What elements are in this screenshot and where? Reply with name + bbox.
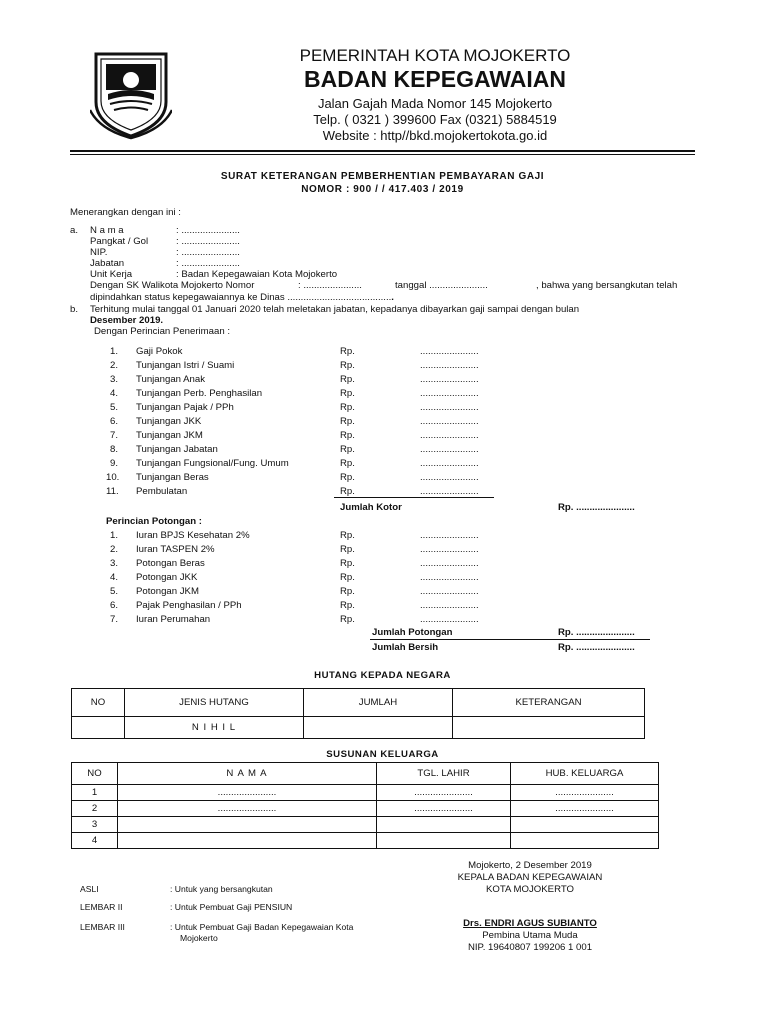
item-rp: Rp. xyxy=(340,388,355,399)
field-label: N a m a xyxy=(90,225,124,236)
table-cell xyxy=(453,717,645,739)
table-cell: 2 xyxy=(72,801,118,817)
item-rp: Rp. xyxy=(340,444,355,455)
table-header-row xyxy=(72,763,659,785)
title-number: NOMOR : 900 / / 417.403 / 2019 xyxy=(301,184,464,195)
hutang-table xyxy=(71,688,645,739)
item-value: ...................... xyxy=(420,614,479,625)
item-label: Tunjangan Jabatan xyxy=(136,444,218,455)
sign-place-date: Mojokerto, 2 Desember 2019 xyxy=(468,860,592,871)
sk-number: : ...................... xyxy=(298,280,362,291)
item-label: Tunjangan Beras xyxy=(136,472,209,483)
sign-position: KEPALA BADAN KEPEGAWAIAN xyxy=(457,872,603,883)
item-rp: Rp. xyxy=(340,544,355,555)
section-b-text: Terhitung mulai tanggal 01 Januari 2020 telah meletakan jabatan, kepadanya dibayarkan gaji sampai dengan bulan xyxy=(90,304,580,315)
table-row xyxy=(72,785,659,801)
item-label: Potongan Beras xyxy=(136,558,205,569)
item-label: Tunjangan Fungsional/Fung. Umum xyxy=(136,458,289,469)
item-rp: Rp. xyxy=(340,402,355,413)
item-rp: Rp. xyxy=(340,558,355,569)
title-main: SURAT KETERANGAN PEMBERHENTIAN PEMBAYARAN GAJI xyxy=(220,171,545,182)
city-seal-logo xyxy=(90,50,172,140)
item-rp: Rp. xyxy=(340,346,355,357)
copy-label: LEMBAR II xyxy=(80,902,123,912)
table-cell xyxy=(377,817,511,833)
item-rp: Rp. xyxy=(340,430,355,441)
header-rule-thick xyxy=(70,150,695,152)
item-value: ...................... xyxy=(420,586,479,597)
agency-title: BADAN KEPEGAWAIAN xyxy=(304,66,566,92)
item-no: 10. xyxy=(106,472,120,483)
jumlah-kotor-label: Jumlah Kotor xyxy=(340,502,402,513)
copy-purpose: : Untuk Pembuat Gaji PENSIUN xyxy=(170,902,293,912)
item-no: 9. xyxy=(110,458,119,469)
item-no: 2. xyxy=(110,544,119,555)
section-b-month: Desember 2019. xyxy=(90,315,164,326)
item-value: ...................... xyxy=(420,402,479,413)
table-header-row xyxy=(72,689,645,717)
copy-purpose: : Untuk Pembuat Gaji Badan Kepegawaian Kota xyxy=(170,922,354,932)
sk-date: tanggal ...................... xyxy=(395,280,488,291)
item-rp: Rp. xyxy=(340,572,355,583)
field-value: : ...................... xyxy=(176,225,240,236)
table-cell: 3 xyxy=(72,817,118,833)
field-value: : ...................... xyxy=(176,258,240,269)
sign-name: Drs. ENDRI AGUS SUBIANTO xyxy=(463,918,597,929)
table-cell: ...................... xyxy=(377,801,511,817)
item-value: ...................... xyxy=(420,388,479,399)
copy-label: LEMBAR III xyxy=(80,922,125,932)
item-value: ...................... xyxy=(420,346,479,357)
field-value: : ...................... xyxy=(176,236,240,247)
table-cell: ...................... xyxy=(511,785,659,801)
header-cell: TGL. LAHIR xyxy=(377,763,511,785)
potongan-total-line xyxy=(370,639,650,640)
field-label: Unit Kerja xyxy=(90,269,133,280)
item-label: Pembulatan xyxy=(136,486,188,497)
item-rp: Rp. xyxy=(340,600,355,611)
header-cell: NO xyxy=(72,763,118,785)
item-value: ...................... xyxy=(420,444,479,455)
table-cell xyxy=(377,833,511,849)
website-text: Website : http//bkd.mojokertokota.go.id xyxy=(322,128,548,143)
section-b-marker: b. xyxy=(70,304,79,315)
field-label: Jabatan xyxy=(90,258,125,269)
jumlah-potongan-label: Jumlah Potongan xyxy=(372,627,453,638)
table-cell: ...................... xyxy=(511,801,659,817)
item-value: ...................... xyxy=(420,416,479,427)
item-rp: Rp. xyxy=(340,360,355,371)
keluarga-title: SUSUNAN KELUARGA xyxy=(326,749,439,760)
item-no: 4. xyxy=(110,388,119,399)
sk-text-end: , bahwa yang bersangkutan telah xyxy=(536,280,678,291)
item-no: 5. xyxy=(110,402,119,413)
item-label: Iuran BPJS Kesehatan 2% xyxy=(136,530,250,541)
item-value: ...................... xyxy=(420,544,479,555)
sk-dinas xyxy=(90,292,394,303)
table-cell: N I H I L xyxy=(125,717,304,739)
table-cell xyxy=(72,717,125,739)
item-no: 11. xyxy=(106,486,119,497)
item-label: Tunjangan Istri / Suami xyxy=(136,360,235,371)
item-value: ...................... xyxy=(420,374,479,385)
field-value: : ...................... xyxy=(176,247,240,258)
header-cell: JENIS HUTANG xyxy=(125,689,304,717)
sign-rank: Pembina Utama Muda xyxy=(482,930,578,941)
table-cell: ...................... xyxy=(377,785,511,801)
item-label: Tunjangan JKK xyxy=(136,416,202,427)
table-row xyxy=(72,833,659,849)
potongan-heading: Perincian Potongan : xyxy=(106,516,202,527)
item-no: 1. xyxy=(110,530,119,541)
penerimaan-list xyxy=(0,346,768,506)
penerimaan-heading: Dengan Perincian Penerimaan : xyxy=(94,326,230,337)
table-cell: ...................... xyxy=(118,801,377,817)
copy-purpose-cont: Mojokerto xyxy=(180,933,218,943)
copy-label: ASLI xyxy=(80,884,99,894)
item-rp: Rp. xyxy=(340,458,355,469)
jumlah-kotor-value: Rp. ...................... xyxy=(558,502,635,513)
table-cell xyxy=(118,817,377,833)
item-label: Potongan JKK xyxy=(136,572,198,583)
subtotal-line xyxy=(334,497,494,498)
item-no: 3. xyxy=(110,374,119,385)
item-value: ...................... xyxy=(420,530,479,541)
header-cell: HUB. KELUARGA xyxy=(511,763,659,785)
item-no: 8. xyxy=(110,444,119,455)
sk-text: Dengan SK Walikota Mojokerto Nomor xyxy=(90,280,255,291)
item-value: ...................... xyxy=(420,458,479,469)
table-cell: 1 xyxy=(72,785,118,801)
item-rp: Rp. xyxy=(340,614,355,625)
gov-title: PEMERINTAH KOTA MOJOKERTO xyxy=(299,46,571,65)
document-title xyxy=(70,170,695,196)
table-cell: ...................... xyxy=(118,785,377,801)
header-cell: JUMLAH xyxy=(304,689,453,717)
header-cell: KETERANGAN xyxy=(453,689,645,717)
item-value: ...................... xyxy=(420,472,479,483)
item-rp: Rp. xyxy=(340,530,355,541)
field-label: NIP. xyxy=(90,247,108,258)
item-label: Pajak Penghasilan / PPh xyxy=(136,600,242,611)
item-rp: Rp. xyxy=(340,486,355,497)
field-value: : Badan Kepegawaian Kota Mojokerto xyxy=(176,269,338,280)
table-cell xyxy=(511,833,659,849)
jumlah-bersih-label: Jumlah Bersih xyxy=(372,642,439,653)
jumlah-bersih-value: Rp. ...................... xyxy=(558,642,635,653)
item-label: Tunjangan JKM xyxy=(136,430,203,441)
table-cell xyxy=(304,717,453,739)
item-no: 6. xyxy=(110,600,119,611)
potongan-list xyxy=(0,530,768,630)
section-a-marker: a. xyxy=(70,225,79,236)
table-row xyxy=(72,801,659,817)
item-label: Tunjangan Perb. Penghasilan xyxy=(136,388,263,399)
keluarga-table xyxy=(71,762,659,849)
table-cell: 4 xyxy=(72,833,118,849)
jumlah-potongan-value: Rp. ...................... xyxy=(558,627,635,638)
copy-purpose: : Untuk yang bersangkutan xyxy=(170,884,273,894)
item-rp: Rp. xyxy=(340,374,355,385)
table-row xyxy=(72,817,659,833)
sk-dinas-text: dipindahkan status kepegawaiannya ke Dinas ....................................... xyxy=(90,292,392,303)
intro-text: Menerangkan dengan ini : xyxy=(70,207,181,218)
distribution-list xyxy=(0,884,420,954)
address-text: Jalan Gajah Mada Nomor 145 Mojokerto xyxy=(317,96,553,111)
item-no: 4. xyxy=(110,572,119,583)
item-rp: Rp. xyxy=(340,586,355,597)
item-rp: Rp. xyxy=(340,472,355,483)
contact-block xyxy=(260,96,610,144)
item-no: 2. xyxy=(110,360,119,371)
hutang-title: HUTANG KEPADA NEGARA xyxy=(314,670,451,681)
item-label: Tunjangan Pajak / PPh xyxy=(136,402,234,413)
header-cell: NO xyxy=(72,689,125,717)
item-label: Tunjangan Anak xyxy=(136,374,205,385)
item-no: 5. xyxy=(110,586,119,597)
item-label: Potongan JKM xyxy=(136,586,199,597)
header-rule-thin xyxy=(70,154,695,155)
header-cell: N A M A xyxy=(118,763,377,785)
field-label: Pangkat / Gol xyxy=(90,236,149,247)
item-label: Iuran TASPEN 2% xyxy=(136,544,215,555)
item-no: 6. xyxy=(110,416,119,427)
phone-text: Telp. ( 0321 ) 399600 Fax (0321) 5884519 xyxy=(313,112,557,127)
table-row xyxy=(72,717,645,739)
item-label: Iuran Perumahan xyxy=(136,614,211,625)
item-label: Gaji Pokok xyxy=(136,346,183,357)
table-cell xyxy=(118,833,377,849)
item-value: ...................... xyxy=(420,572,479,583)
item-no: 1. xyxy=(110,346,119,357)
item-value: ...................... xyxy=(420,430,479,441)
signatory xyxy=(430,918,630,954)
sign-office: KOTA MOJOKERTO xyxy=(486,884,574,895)
sk-dinas-period: . xyxy=(391,292,394,303)
item-no: 7. xyxy=(110,430,119,441)
item-value: ...................... xyxy=(420,600,479,611)
item-no: 7. xyxy=(110,614,119,625)
item-no: 3. xyxy=(110,558,119,569)
item-rp: Rp. xyxy=(340,416,355,427)
signature-block xyxy=(430,860,630,896)
table-cell xyxy=(511,817,659,833)
item-value: ...................... xyxy=(420,558,479,569)
item-value: ...................... xyxy=(420,360,479,371)
item-value: ...................... xyxy=(420,486,479,497)
sign-nip: NIP. 19640807 199206 1 001 xyxy=(467,942,593,953)
